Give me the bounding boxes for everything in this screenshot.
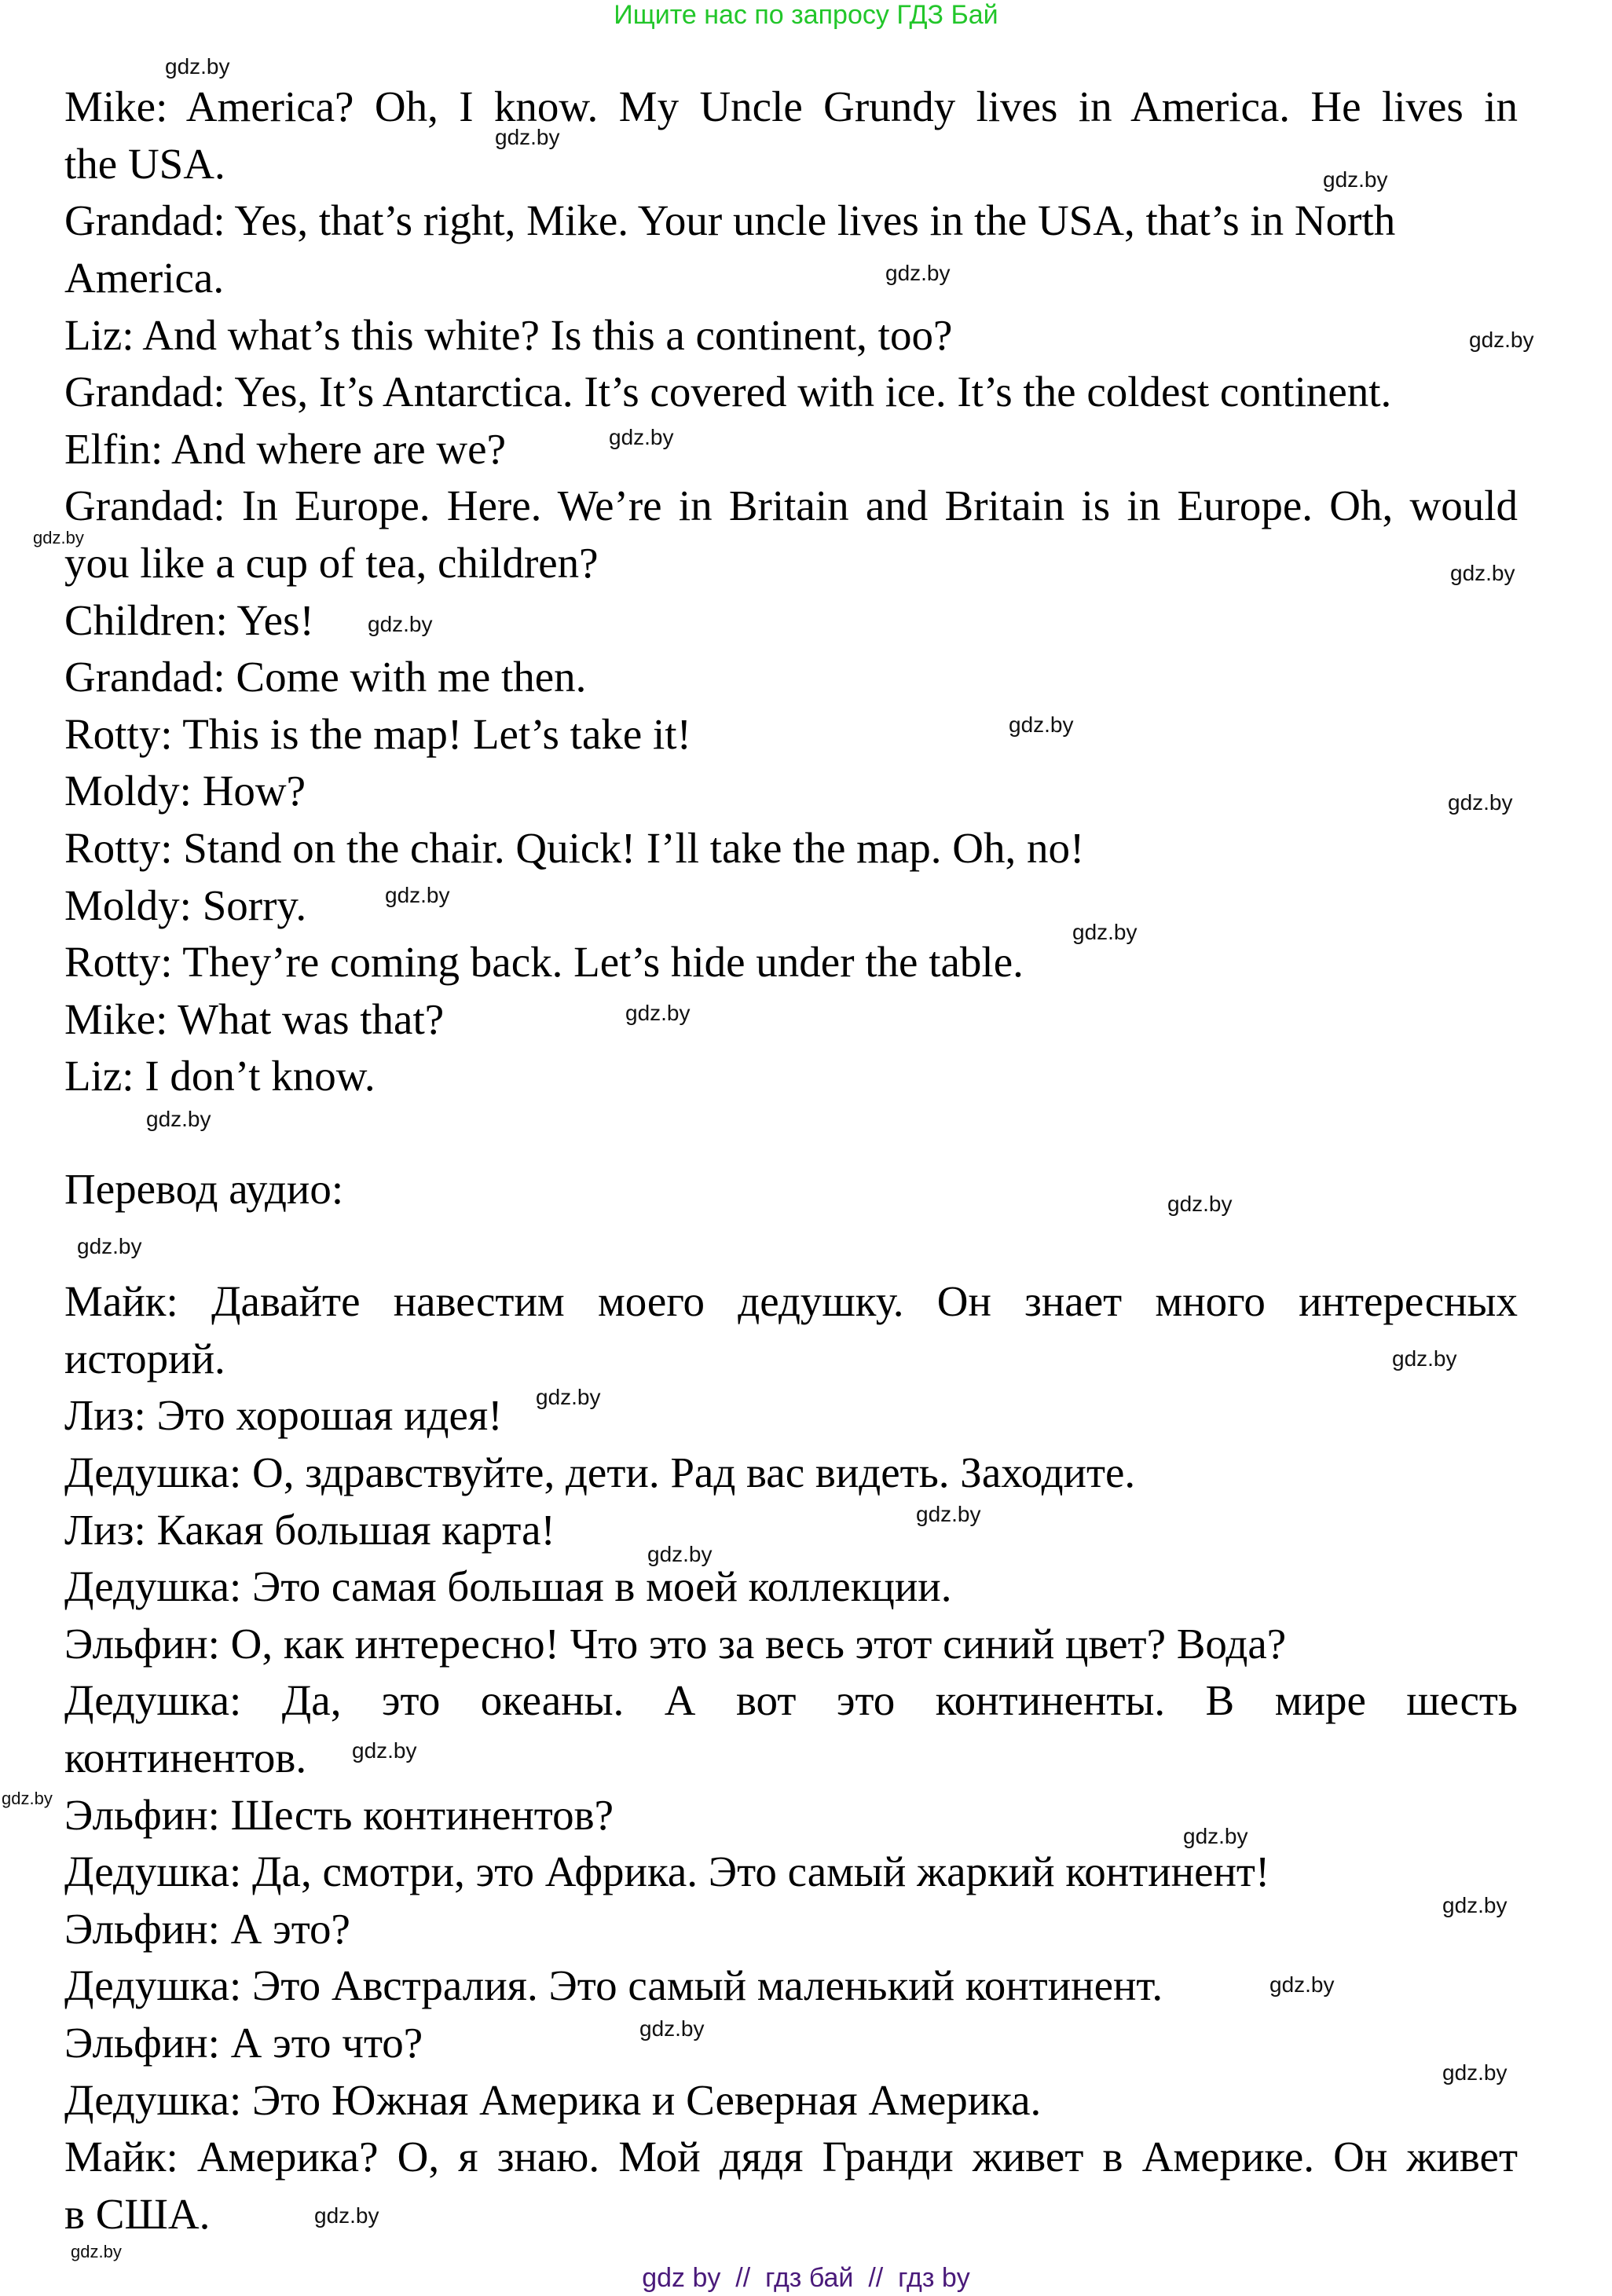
- watermark: gdz.by: [647, 1542, 713, 1566]
- watermark: gdz.by: [1469, 328, 1534, 352]
- watermark: gdz.by: [495, 125, 560, 149]
- watermark: gdz.by: [1183, 1824, 1248, 1848]
- dialogue-line: Elfin: And where are we?: [64, 425, 506, 473]
- watermark: gdz.by: [1442, 2060, 1508, 2085]
- dialogue-line: Rotty: This is the map! Let’s take it!: [64, 710, 691, 758]
- translation-line: Дедушка: Да, это океаны. А вот это континенты. В мире шесть: [64, 1676, 1518, 1724]
- translation-heading: Перевод аудио:: [64, 1165, 344, 1213]
- dialogue-line: Children: Yes!: [64, 596, 314, 644]
- site-search-banner: Ищите нас по запросу ГДЗ Бай: [614, 0, 998, 30]
- watermark: gdz.by: [1072, 920, 1138, 944]
- dialogue-line: Grandad: Come with me then.: [64, 653, 587, 701]
- watermark: gdz.by: [165, 54, 230, 79]
- dialogue-line: Mike: What was that?: [64, 995, 445, 1043]
- dialogue-line: the USA.: [64, 140, 225, 188]
- translation-line: Дедушка: Это самая большая в моей коллекции.: [64, 1562, 952, 1610]
- translation-line: Майк: Давайте навестим моего дедушку. Он знает много интересных: [64, 1277, 1518, 1325]
- translation-line: Дедушка: О, здравствуйте, дети. Рад вас видеть. Заходите.: [64, 1448, 1136, 1496]
- watermark: gdz.by: [33, 528, 84, 547]
- watermark: gdz.by: [625, 1001, 691, 1025]
- dialogue-line: Liz: I don’t know.: [64, 1052, 376, 1100]
- dialogue-line: you like a cup of tea, children?: [64, 539, 599, 587]
- watermark: gdz.by: [916, 1502, 981, 1526]
- watermark: gdz.by: [1323, 167, 1388, 192]
- translation-line: в США.: [64, 2190, 211, 2238]
- dialogue-line: America.: [64, 254, 225, 302]
- watermark: gdz.by: [2, 1789, 53, 1808]
- dialogue-line: Mike: America? Oh, I know. My Uncle Grundy lives in America. He lives in: [64, 82, 1518, 130]
- watermark: gdz.by: [71, 2242, 122, 2261]
- translation-line: Эльфин: А это что?: [64, 2019, 423, 2067]
- translation-line: Лиз: Это хорошая идея!: [64, 1391, 503, 1439]
- dialogue-line: Rotty: Stand on the chair. Quick! I’ll take the map. Oh, no!: [64, 824, 1085, 872]
- watermark: gdz.by: [1448, 790, 1513, 815]
- watermark: gdz.by: [1269, 1972, 1335, 1997]
- translation-line: Эльфин: А это?: [64, 1905, 350, 1953]
- dialogue-line: Moldy: Sorry.: [64, 881, 307, 929]
- watermark: gdz.by: [368, 612, 433, 636]
- watermark: gdz.by: [1392, 1346, 1457, 1371]
- dialogue-line: Moldy: How?: [64, 767, 306, 815]
- watermark: gdz.by: [314, 2203, 379, 2228]
- translation-line: историй.: [64, 1335, 225, 1382]
- watermark: gdz.by: [1167, 1192, 1233, 1216]
- watermark: gdz.by: [1450, 561, 1515, 585]
- watermark: gdz.by: [639, 2016, 705, 2041]
- watermark: gdz.by: [385, 883, 450, 907]
- site-footer-links: gdz by // гдз бай // гдз by: [642, 2263, 970, 2293]
- translation-line: континентов.: [64, 1734, 307, 1782]
- translation-line: Дедушка: Да, смотри, это Африка. Это самый жаркий континент!: [64, 1847, 1270, 1895]
- dialogue-line: Grandad: Yes, that’s right, Mike. Your uncle lives in the USA, that’s in North: [64, 196, 1396, 244]
- watermark: gdz.by: [885, 261, 951, 285]
- watermark: gdz.by: [536, 1385, 601, 1409]
- watermark: gdz.by: [1009, 712, 1074, 737]
- translation-line: Дедушка: Это Южная Америка и Северная Америка.: [64, 2076, 1042, 2124]
- dialogue-line: Grandad: In Europe. Here. We’re in Britain and Britain is in Europe. Oh, would: [64, 482, 1518, 529]
- translation-line: Эльфин: Шесть континентов?: [64, 1791, 614, 1839]
- translation-line: Эльфин: О, как интересно! Что это за весь этот синий цвет? Вода?: [64, 1620, 1287, 1668]
- translation-line: Майк: Америка? О, я знаю. Мой дядя Гранди живет в Америке. Он живет: [64, 2133, 1518, 2181]
- watermark: gdz.by: [146, 1107, 211, 1131]
- watermark: gdz.by: [1442, 1893, 1508, 1917]
- dialogue-line: Rotty: They’re coming back. Let’s hide under the table.: [64, 938, 1024, 986]
- dialogue-line: Liz: And what’s this white? Is this a continent, too?: [64, 311, 953, 359]
- translation-line: Лиз: Какая большая карта!: [64, 1506, 555, 1554]
- watermark: gdz.by: [77, 1234, 142, 1258]
- watermark: gdz.by: [609, 425, 674, 449]
- dialogue-line: Grandad: Yes, It’s Antarctica. It’s covered with ice. It’s the coldest continent.: [64, 368, 1392, 416]
- translation-line: Дедушка: Это Австралия. Это самый маленький континент.: [64, 1961, 1163, 2009]
- watermark: gdz.by: [352, 1738, 417, 1763]
